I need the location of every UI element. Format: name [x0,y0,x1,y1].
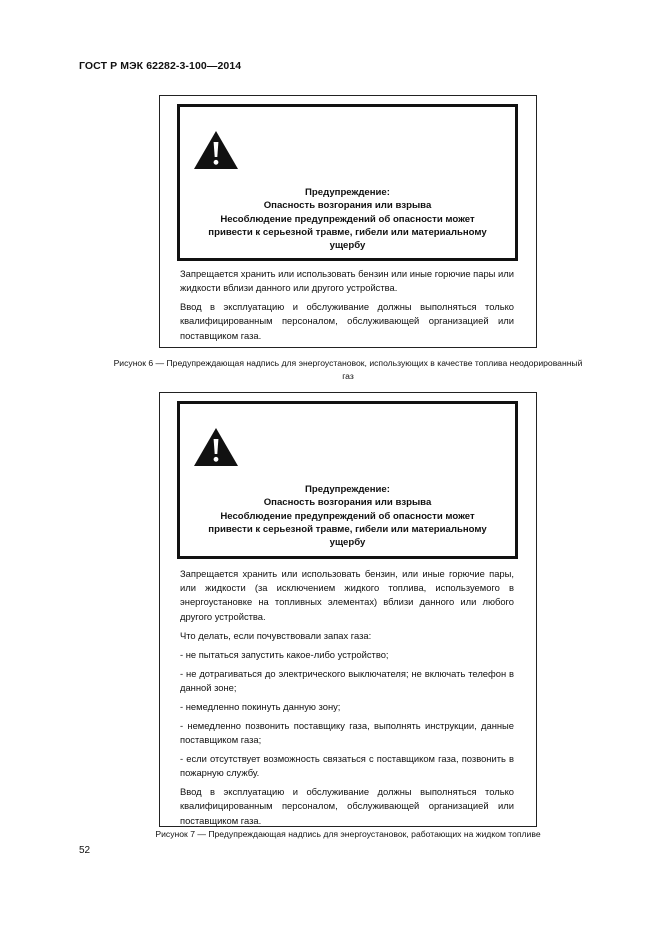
paragraph: Ввод в эксплуатацию и обслуживание должны выполняться только квалифицированным персоналом, обслуживающей организацией или поставщиком газа. [180,786,514,826]
paragraph: Запрещается хранить или использовать бензин или иные горючие пары или жидкости вблизи данного или другого устройства. [180,268,514,294]
warning-text [180,483,515,549]
warning-heading: Предупреждение: [305,484,390,495]
label-body [180,267,514,348]
figure-7-caption: Рисунок 7 — Предупреждающая надпись для энергоустановок, работающих на жидком топливе [155,829,541,839]
warning-heading: Предупреждение: [305,187,390,198]
warning-triangle-icon [193,130,239,170]
warning-line: привести к серьезной травме, гибели или материальному [208,523,487,535]
page-number: 52 [79,845,91,856]
warning-hazard: Опасность возгорания или взрыва [263,497,432,509]
paragraph: Что делать, если почувствовали запах газа: [180,629,372,641]
warning-line: Несоблюдение предупреждений об опасности может [220,510,475,522]
warning-box [177,104,518,261]
label-body [180,567,514,833]
warning-hazard: Опасность возгорания или взрыва [263,200,432,212]
document-header: ГОСТ Р МЭК 62282-3-100—2014 [79,60,242,72]
warning-line: ущербу [329,240,366,252]
warning-line: ущербу [329,537,366,549]
paragraph: Запрещается хранить или использовать бензин, или иные горючие пары, или жидкости (за исключением жидкого топлива, используемого в энергоустановке на топливных элементах) вблизи данного или любого другого устройства. [180,568,514,622]
figure-6-label [159,95,537,348]
list-item: - немедленно покинуть данную зону; [180,700,341,712]
list-item: - не пытаться запустить какое-либо устройство; [180,648,389,660]
list-item: - не дотрагиваться до электрического выключателя; не включать телефон в данной зоне; [180,667,514,693]
paragraph: Ввод в эксплуатацию и обслуживание должны выполняться только квалифицированным персоналом, обслуживающей организацией или поставщиком газа. [180,301,514,341]
figure-6-caption: Рисунок 6 — Предупреждающая надпись для энергоустановок, использующих в качестве топлива неодорированный газ [113,358,583,381]
warning-triangle-icon [193,427,239,467]
warning-line: Несоблюдение предупреждений об опасности может [220,213,475,225]
warning-text [180,186,515,252]
list-item: - если отсутствует возможность связаться с поставщиком газа, позвонить в пожарную службу. [180,753,514,779]
list-item: - немедленно позвонить поставщику газа, выполнять инструкции, данные поставщиком газа; [180,719,514,746]
warning-line: привести к серьезной травме, гибели или материальному [208,226,487,238]
warning-box [177,401,518,559]
figure-7-label [159,392,537,827]
